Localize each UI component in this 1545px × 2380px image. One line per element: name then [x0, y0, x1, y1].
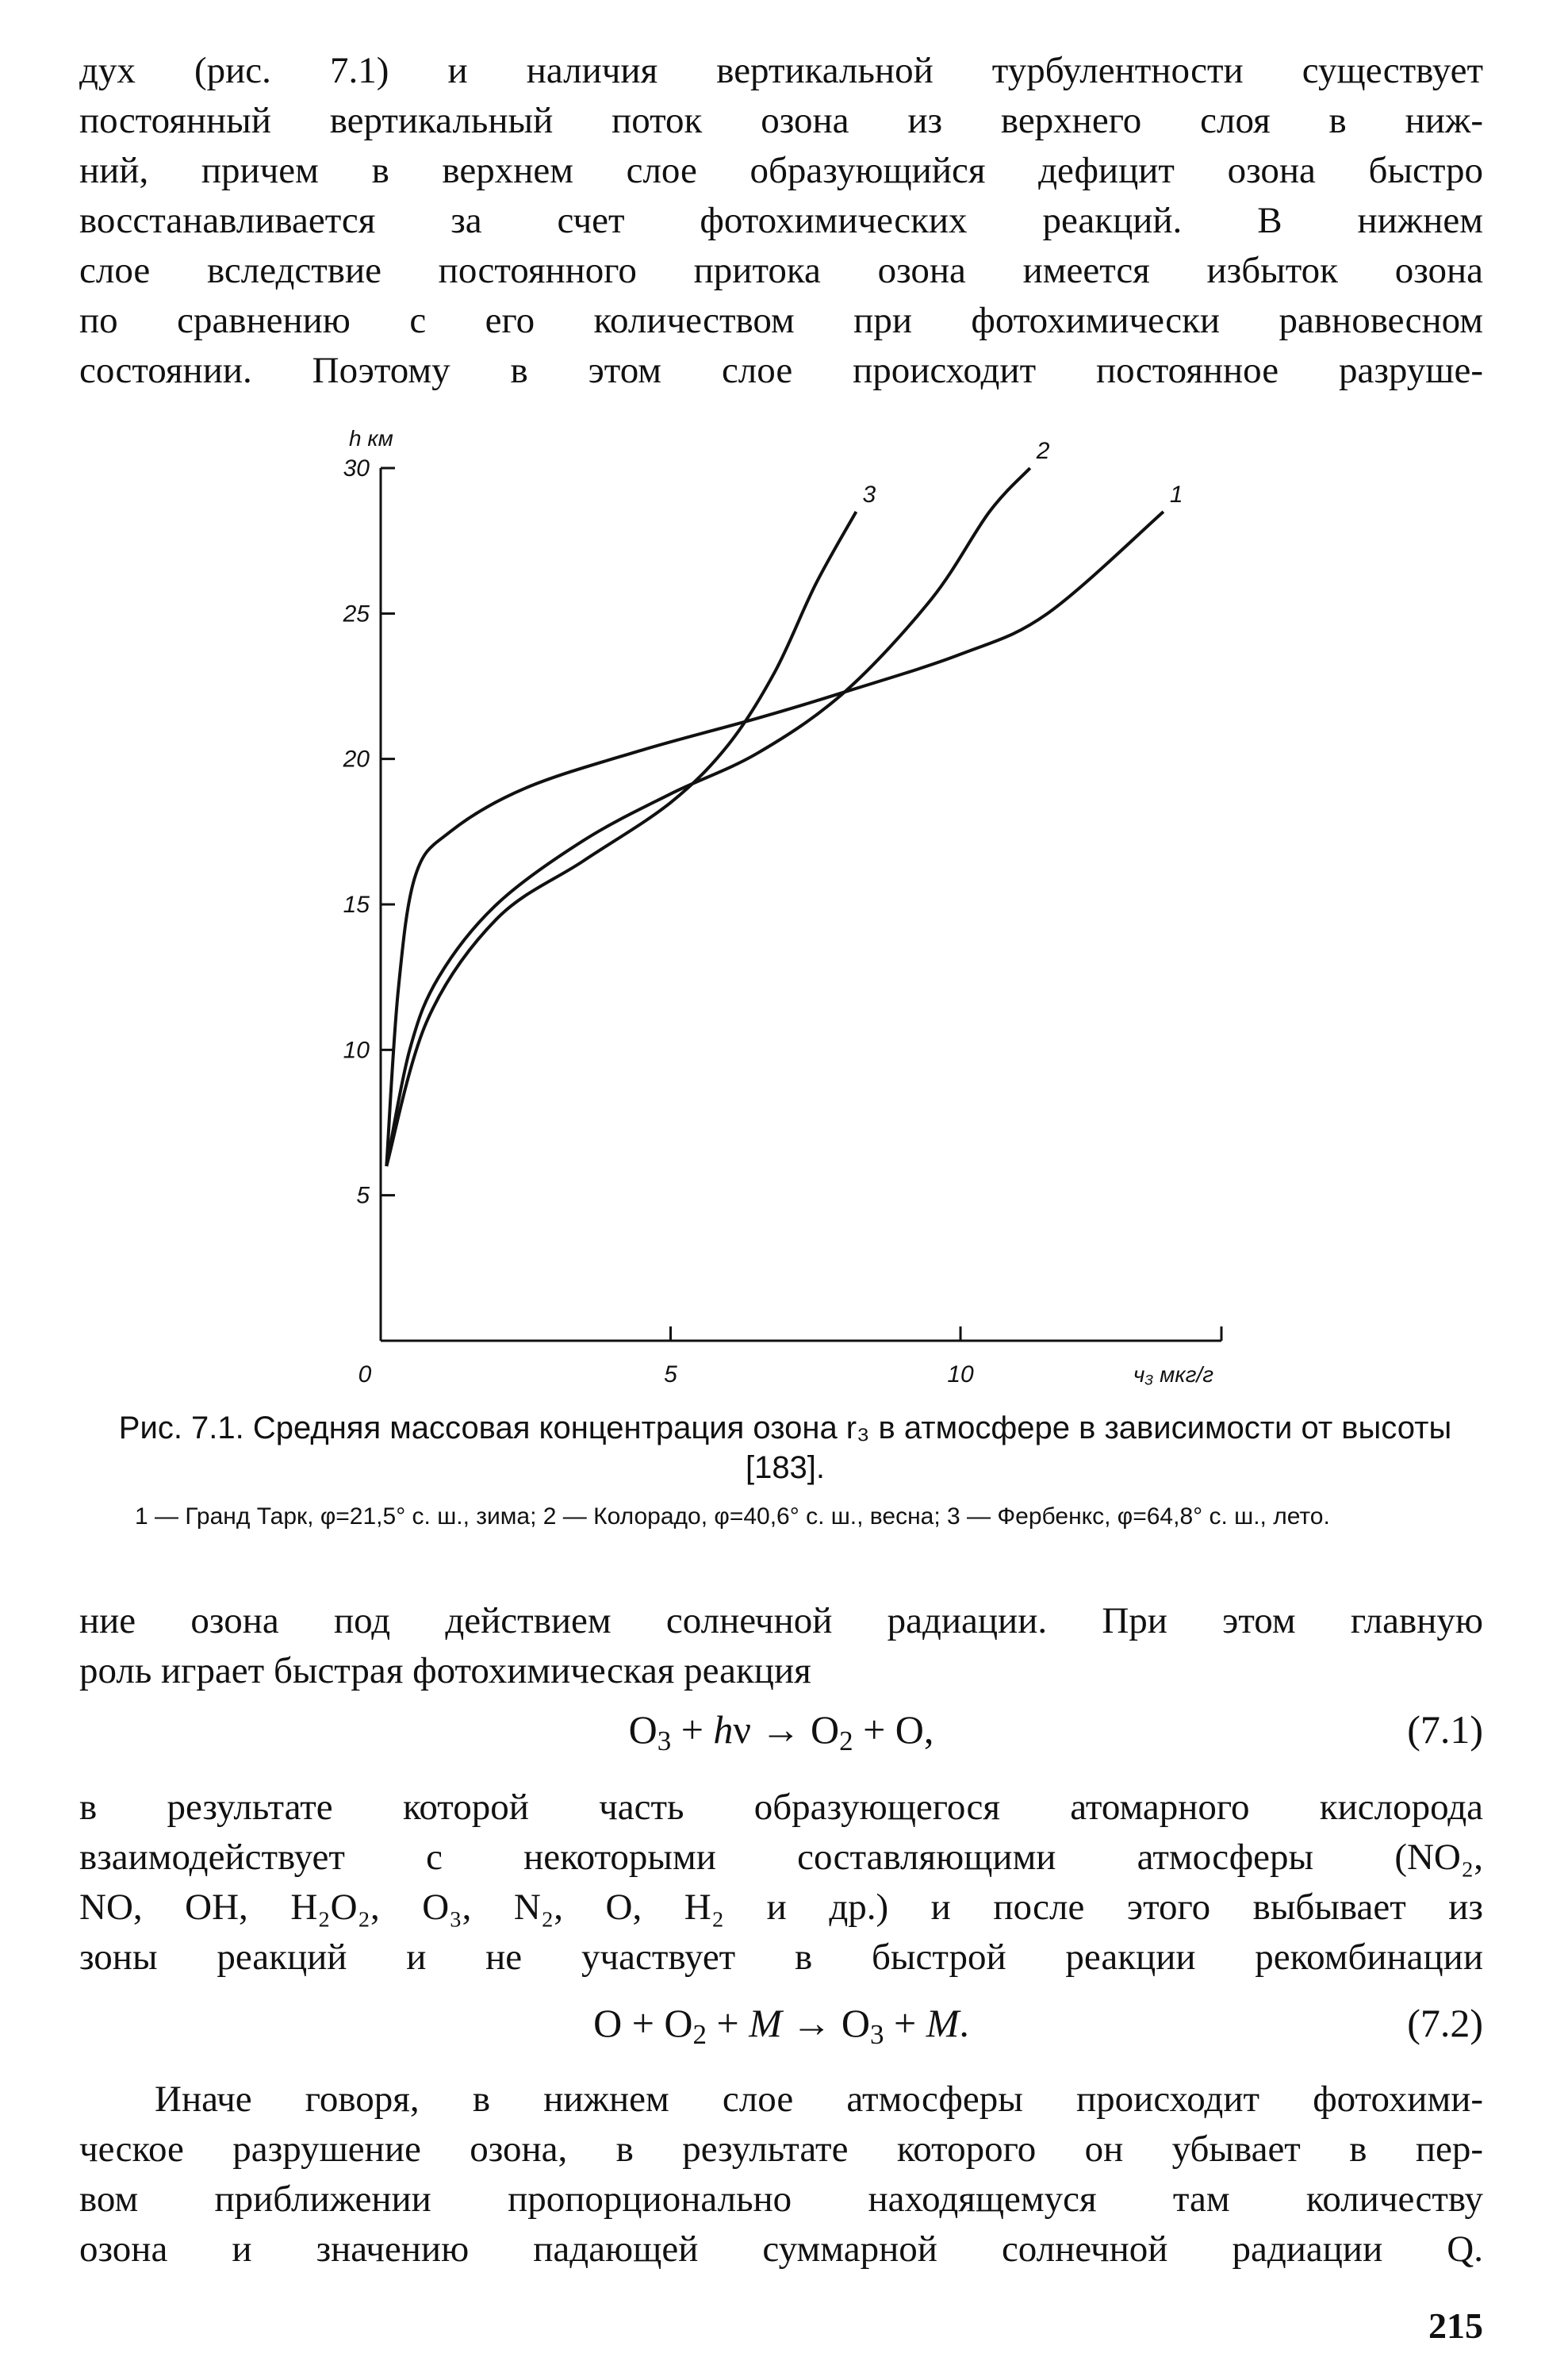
- text-line: ний, причем в верхнем слое образующийся дефицит озона быстро: [79, 150, 1483, 191]
- y-tick-label: 30: [343, 455, 370, 482]
- equation-expression: $O_3 + h\nu \to O_2 + O$,: [628, 1707, 934, 1756]
- x-tick-label: 10: [947, 1361, 974, 1388]
- y-tick-label: 20: [343, 746, 370, 773]
- text-line: NO, OH, H₂O₂, O₃, N₂, O, H₂ и др.) и после этого выбывает из: [79, 1887, 1483, 1928]
- y-tick-label: 10: [343, 1037, 370, 1064]
- x-axis-label: ч₃ мкг/г: [1133, 1362, 1213, 1387]
- text-line: состоянии. Поэтому в этом слое происходит постоянное разруше-: [79, 350, 1483, 391]
- figure-legend: 1 — Гранд Тарк, φ=21,5° с. ш., зима; 2 — Колорадо, φ=40,6° с. ш., весна; 3 — Фербенкс, φ=64,8° с. ш., лето.: [135, 1503, 1330, 1530]
- series-3-label: 3: [862, 482, 876, 508]
- text-line: Иначе говоря, в нижнем слое атмосферы происходит фотохими-: [155, 2079, 1483, 2120]
- paragraph-mid: [79, 1596, 1483, 1696]
- paragraph-mid2: [79, 1783, 1483, 1983]
- page-number: 215: [1428, 2305, 1483, 2346]
- series-1-line: [386, 512, 1164, 1166]
- y-tick-label: 25: [343, 601, 370, 628]
- y-tick-label: 5: [356, 1182, 370, 1209]
- series-2-line: [386, 468, 1029, 1166]
- paragraph-bottom: [79, 2075, 1483, 2274]
- series-2-label: 2: [1036, 438, 1050, 464]
- y-axis-label: h км: [349, 426, 393, 451]
- series-1-label: 1: [1169, 482, 1183, 508]
- paragraph-top: [79, 46, 1483, 396]
- equation-number: (7.1): [1407, 1707, 1483, 1752]
- text-line: вом приближении пропорционально находящемуся там количеству: [79, 2178, 1483, 2220]
- equation-expression: $O + O_2 + M \to O_3 + M$.: [593, 2001, 969, 2050]
- text-line: по сравнению с его количеством при фотохимически равновесном: [79, 300, 1483, 341]
- text-line: слое вследствие постоянного притока озона имеется избыток озона: [79, 250, 1483, 291]
- text-line: в результате которой часть образующегося атомарного кислорода: [79, 1787, 1483, 1828]
- text-line: ние озона под действием солнечной радиации. При этом главную: [79, 1600, 1483, 1641]
- x-tick-label: 0: [358, 1361, 372, 1388]
- text-line: постоянный вертикальный поток озона из верхнего слоя в ниж-: [79, 100, 1483, 141]
- text-line: взаимодействует с некоторыми составляющими атмосферы (NO₂,: [79, 1837, 1483, 1878]
- x-tick-label: 5: [664, 1361, 677, 1388]
- text-line: роль играет быстрая фотохимическая реакция: [79, 1650, 811, 1691]
- text-line: озона и значению падающей суммарной солнечной радиации Q.: [79, 2228, 1483, 2270]
- ozone-chart: [317, 405, 1253, 1396]
- figure-caption: Рис. 7.1. Средняя массовая концентрация озона r₃ в атмосфере в зависимости от высоты [183].: [118, 1411, 1452, 1485]
- equation-number: (7.2): [1407, 2001, 1483, 2045]
- text-line: восстанавливается за счет фотохимических реакций. В нижнем: [79, 200, 1483, 241]
- y-tick-label: 15: [343, 892, 370, 918]
- series-3-line: [386, 512, 856, 1166]
- text-line: ческое разрушение озона, в результате которого он убывает в пер-: [79, 2129, 1483, 2170]
- text-line: дух (рис. 7.1) и наличия вертикальной турбулентности существует: [79, 50, 1483, 91]
- text-line: зоны реакций и не участвует в быстрой реакции рекомбинации: [79, 1937, 1483, 1978]
